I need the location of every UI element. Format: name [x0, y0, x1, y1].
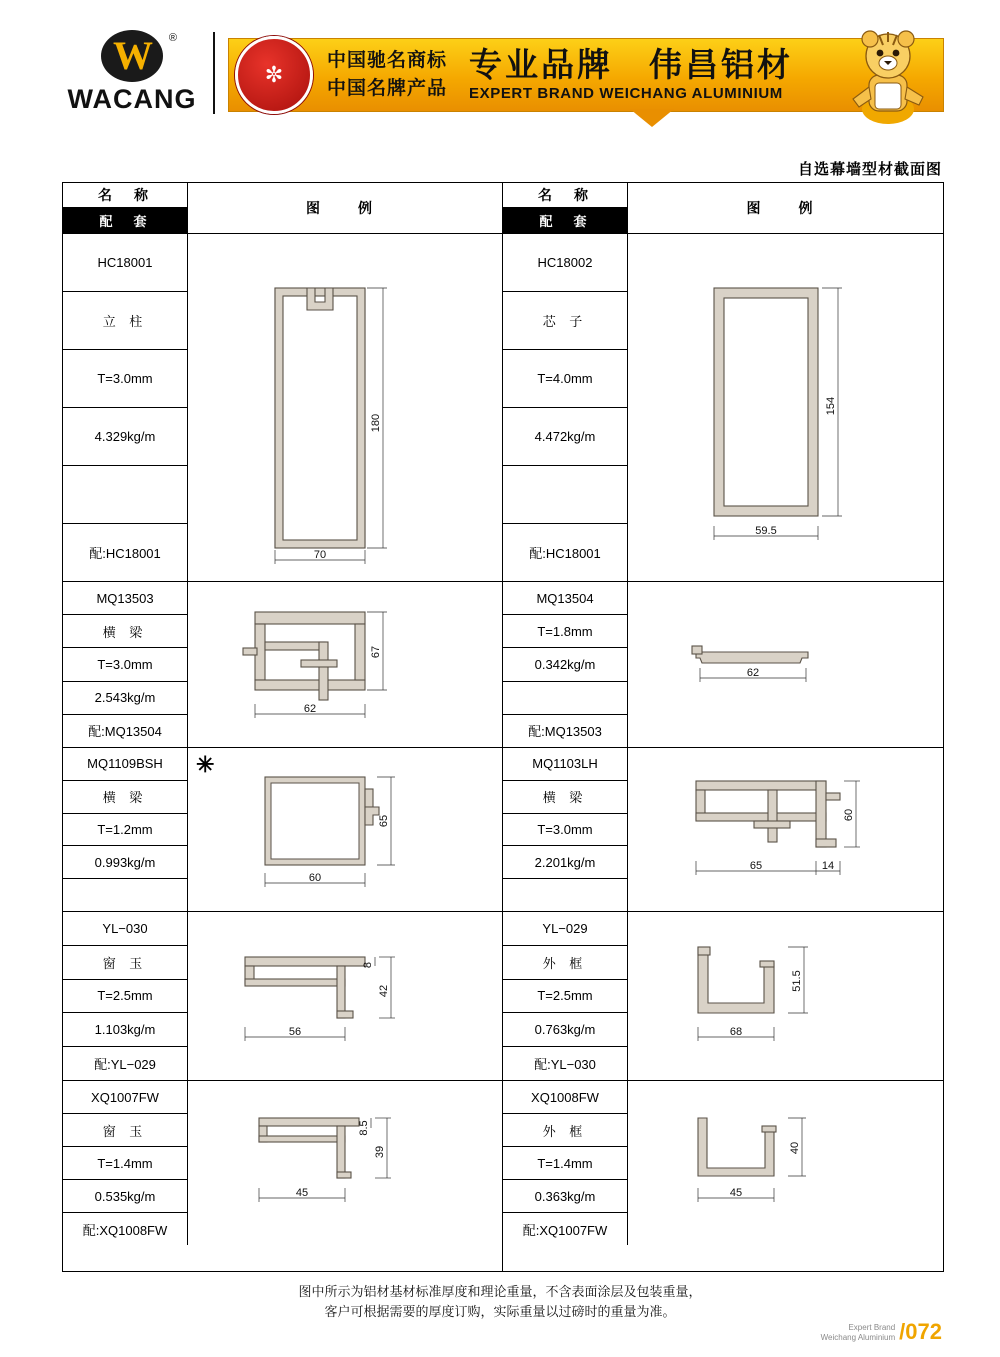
dim-width: 68 — [729, 1026, 742, 1038]
seal-star-icon: ✼ — [264, 62, 284, 87]
logo-wordmark: WACANG — [67, 84, 197, 114]
product-figure — [628, 912, 943, 1080]
product-code: MQ1103LH — [503, 748, 627, 781]
registered-trademark-icon: ® — [168, 32, 177, 44]
product-blank — [503, 879, 627, 911]
product-info — [503, 748, 628, 911]
banner-award-line-1: 中国驰名商标 — [327, 50, 448, 72]
dim-height: 51.5 — [790, 970, 803, 992]
product-figure — [188, 234, 502, 581]
table-row — [503, 582, 943, 748]
header-figure-label: 图 例 — [306, 200, 384, 216]
product-figure — [628, 582, 943, 747]
profile-drawing-xq1007fw — [215, 1088, 475, 1238]
product-thickness: T=2.5mm — [503, 980, 627, 1014]
product-type: 横 梁 — [63, 781, 187, 814]
footer-brand-line-2: Weichang Aluminium — [820, 1332, 896, 1342]
dim-height: 39 — [374, 1145, 386, 1159]
footer-note-line-1: 图中所示为铝材基材标准厚度和理论重量，不含表面涂层及包装重量， — [298, 1284, 702, 1299]
dim-height: 42 — [378, 984, 390, 998]
tiger-mascot-icon — [839, 23, 937, 127]
footnote-asterisk-icon: ✳ — [196, 752, 215, 777]
dim-width: 59.5 — [754, 524, 777, 537]
table-row — [503, 1081, 943, 1245]
footer-brand-lines — [821, 1323, 896, 1343]
product-info — [63, 1081, 188, 1245]
banner-notch — [630, 109, 674, 127]
table-header-right — [503, 183, 943, 234]
product-info — [63, 582, 188, 747]
product-weight: 1.103kg/m — [63, 1013, 187, 1047]
product-weight: 0.993kg/m — [63, 846, 187, 879]
product-type: 窗 玉 — [63, 946, 187, 980]
dim-height: 40 — [788, 1141, 801, 1155]
dim-width: 62 — [746, 666, 759, 679]
table-row — [503, 912, 943, 1081]
profile-drawing-mq1103lh — [656, 755, 916, 905]
product-code: MQ1109BSH — [63, 748, 187, 781]
banner-awards — [327, 47, 447, 102]
table-row — [503, 748, 943, 912]
profile-drawing-mq13503 — [215, 590, 475, 740]
product-weight: 0.535kg/m — [63, 1180, 187, 1213]
banner-award-line-2: 中国名牌产品 — [327, 78, 448, 99]
product-code: YL−029 — [503, 912, 627, 946]
header-name-label: 名 称 — [538, 187, 592, 203]
product-weight: 0.763kg/m — [503, 1013, 627, 1047]
product-match: 配:HC18001 — [529, 546, 601, 561]
product-code: XQ1008FW — [503, 1081, 627, 1114]
product-figure — [188, 912, 502, 1080]
footer-brand-line-1: Expert Brand — [848, 1322, 896, 1332]
product-figure — [628, 234, 943, 581]
product-info — [63, 912, 188, 1080]
profile-drawing-xq1008fw — [656, 1088, 916, 1238]
header-figure-label: 图 例 — [746, 200, 825, 216]
profile-drawing-hc18001 — [215, 248, 475, 568]
product-blank — [503, 466, 627, 524]
product-weight: 2.543kg/m — [63, 682, 187, 715]
banner-title-en: EXPERT BRAND WEICHANG ALUMINIUM — [469, 85, 783, 103]
table-row — [63, 748, 502, 912]
footer-note — [0, 1282, 1000, 1322]
product-type: 横 梁 — [63, 615, 187, 648]
logo-circle-icon — [101, 30, 177, 82]
product-info — [503, 912, 628, 1080]
product-thickness: T=1.2mm — [63, 814, 187, 847]
product-info — [503, 234, 628, 581]
dim-top: 8 — [362, 961, 374, 969]
table-column-right — [503, 183, 943, 1271]
product-match: 配:MQ13503 — [528, 724, 602, 740]
table-row — [503, 234, 943, 582]
product-match: 配:YL−029 — [94, 1057, 156, 1073]
dim-width-2: 14 — [821, 859, 834, 872]
product-code: YL−030 — [63, 912, 187, 946]
product-info — [63, 748, 188, 911]
product-figure — [188, 582, 502, 747]
profile-drawing-mq1109bsh — [215, 755, 475, 905]
product-thickness: T=3.0mm — [63, 350, 187, 408]
header-match-label: 配 套 — [63, 207, 187, 233]
wacang-logo — [62, 30, 202, 115]
banner-main-text — [469, 45, 794, 103]
table-header-left — [63, 183, 502, 234]
profile-drawing-yl030 — [215, 921, 475, 1071]
product-code: XQ1007FW — [63, 1081, 187, 1114]
table-row — [63, 234, 502, 582]
product-match: 配:XQ1008FW — [82, 1222, 168, 1238]
dim-width: 62 — [303, 702, 317, 715]
product-type: 立 柱 — [63, 292, 187, 350]
product-weight: 4.329kg/m — [63, 408, 187, 466]
product-type: 外 框 — [503, 1114, 627, 1147]
table-row — [63, 582, 502, 748]
logo-letter: W — [113, 33, 151, 78]
product-weight: 0.363kg/m — [503, 1180, 627, 1213]
page-title: 自选幕墙型材截面图 — [797, 161, 942, 178]
dim-height: 154 — [824, 396, 837, 415]
dim-width: 60 — [308, 871, 322, 884]
product-code: MQ13504 — [503, 582, 627, 615]
product-match: 配:XQ1007FW — [522, 1222, 608, 1238]
product-thickness: T=3.0mm — [503, 814, 627, 847]
dim-height: 60 — [842, 808, 855, 821]
product-thickness: T=1.8mm — [503, 615, 627, 648]
table-column-left — [63, 183, 503, 1271]
table-row — [63, 1081, 502, 1245]
product-figure — [188, 748, 502, 911]
product-code: MQ13503 — [63, 582, 187, 615]
product-thickness: T=2.5mm — [63, 980, 187, 1014]
product-type: 横 梁 — [503, 781, 627, 814]
dim-width: 45 — [729, 1187, 742, 1199]
product-match: 配:HC18001 — [89, 546, 161, 561]
product-figure — [188, 1081, 502, 1245]
header-divider — [213, 32, 215, 114]
dim-height: 65 — [378, 814, 390, 827]
product-info — [503, 582, 628, 747]
product-type: 外 框 — [503, 946, 627, 980]
product-thickness: T=4.0mm — [503, 350, 627, 408]
brand-banner — [228, 38, 944, 112]
dim-width: 56 — [288, 1026, 302, 1038]
header-match-label: 配 套 — [503, 207, 627, 233]
dim-height: 67 — [370, 645, 382, 658]
product-info — [63, 234, 188, 581]
product-blank — [63, 879, 187, 911]
product-figure — [628, 748, 943, 911]
footer-brand — [820, 1319, 942, 1344]
product-blank — [503, 682, 627, 715]
top-brand-seal-icon — [235, 36, 313, 114]
product-weight: 2.201kg/m — [503, 846, 627, 879]
profile-drawing-mq13504 — [656, 590, 916, 740]
header-name-cell — [503, 183, 628, 233]
dim-width: 65 — [749, 859, 762, 872]
footer-note-line-2: 客户可根据需要的厚度订购，实际重量以过磅时的重量为准。 — [324, 1304, 676, 1320]
product-thickness: T=1.4mm — [503, 1147, 627, 1180]
dim-width: 70 — [313, 548, 327, 561]
product-blank — [63, 466, 187, 524]
table-row — [63, 912, 502, 1081]
product-code: HC18002 — [503, 234, 627, 292]
page-number: /072 — [899, 1319, 942, 1344]
page-header — [0, 0, 1000, 150]
product-type: 芯 子 — [503, 292, 627, 350]
profile-drawing-hc18002 — [656, 248, 916, 568]
dim-width: 45 — [295, 1187, 309, 1199]
profile-table — [62, 182, 944, 1272]
dim-height: 180 — [370, 413, 382, 432]
product-weight: 0.342kg/m — [503, 648, 627, 681]
product-info — [503, 1081, 628, 1245]
header-name-cell — [63, 183, 188, 233]
profile-drawing-yl029 — [656, 921, 916, 1071]
product-thickness: T=3.0mm — [63, 648, 187, 681]
product-weight: 4.472kg/m — [503, 408, 627, 466]
product-match: 配:MQ13504 — [88, 724, 162, 740]
product-thickness: T=1.4mm — [63, 1147, 187, 1180]
dim-top: 8.5 — [358, 1120, 370, 1136]
product-type: 窗 玉 — [63, 1114, 187, 1147]
header-name-label: 名 称 — [98, 187, 152, 203]
product-match: 配:YL−030 — [534, 1057, 596, 1073]
product-code: HC18001 — [63, 234, 187, 292]
banner-title-cn: 专业品牌 伟昌铝材 — [469, 45, 794, 83]
product-figure — [628, 1081, 943, 1245]
